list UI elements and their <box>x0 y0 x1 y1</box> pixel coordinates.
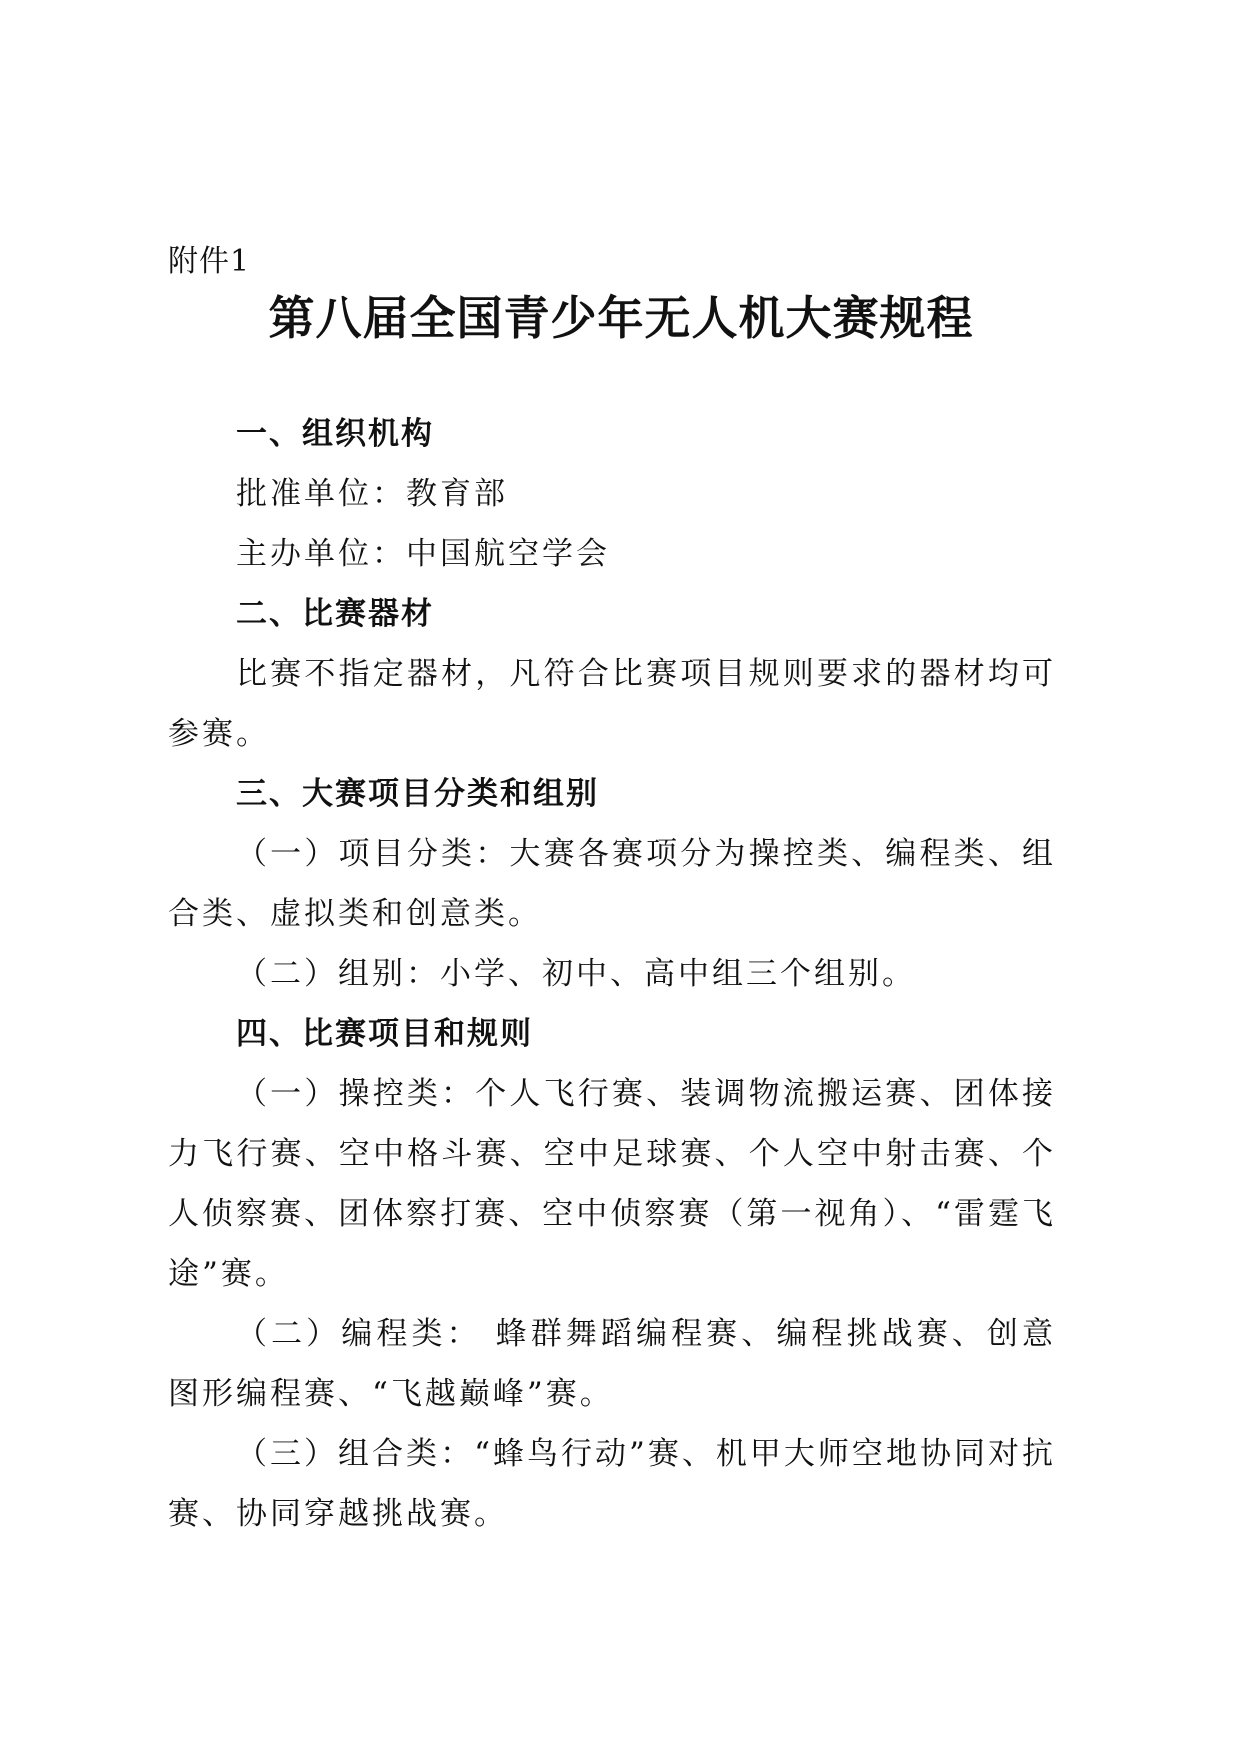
attachment-label: 附件1 <box>168 244 251 279</box>
approval-unit-line: 批准单位：教育部 <box>236 476 508 512</box>
combined-events-paragraph: （三）组合类：“蜂鸟行动”赛、机甲大师空地协同对抗赛、协同穿越挑战赛。 <box>168 1436 1056 1532</box>
section-heading-equipment: 二、比赛器材 <box>236 596 434 632</box>
document-body <box>168 404 1056 1544</box>
groups-paragraph: （二）组别：小学、初中、高中组三个组别。 <box>236 956 916 992</box>
programming-events-paragraph: （二）编程类： 蜂群舞蹈编程赛、编程挑战赛、创意图形编程赛、“飞越巅峰”赛。 <box>168 1316 1056 1412</box>
equipment-paragraph: 比赛不指定器材，凡符合比赛项目规则要求的器材均可参赛。 <box>168 656 1056 752</box>
section-heading-categories: 三、大赛项目分类和组别 <box>236 776 599 812</box>
section-heading-organization: 一、组织机构 <box>236 416 434 452</box>
section-heading-rules: 四、比赛项目和规则 <box>236 1016 533 1052</box>
control-events-paragraph: （一）操控类：个人飞行赛、装调物流搬运赛、团体接力飞行赛、空中格斗赛、空中足球赛、个人空中射击赛、个人侦察赛、团体察打赛、空中侦察赛（第一视角）、“雷霆飞途”赛。 <box>168 1076 1056 1292</box>
host-unit-line: 主办单位：中国航空学会 <box>236 536 610 572</box>
document-title: 第八届全国青少年无人机大赛规程 <box>268 291 974 345</box>
classification-paragraph: （一）项目分类：大赛各赛项分为操控类、编程类、组合类、虚拟类和创意类。 <box>168 836 1056 932</box>
